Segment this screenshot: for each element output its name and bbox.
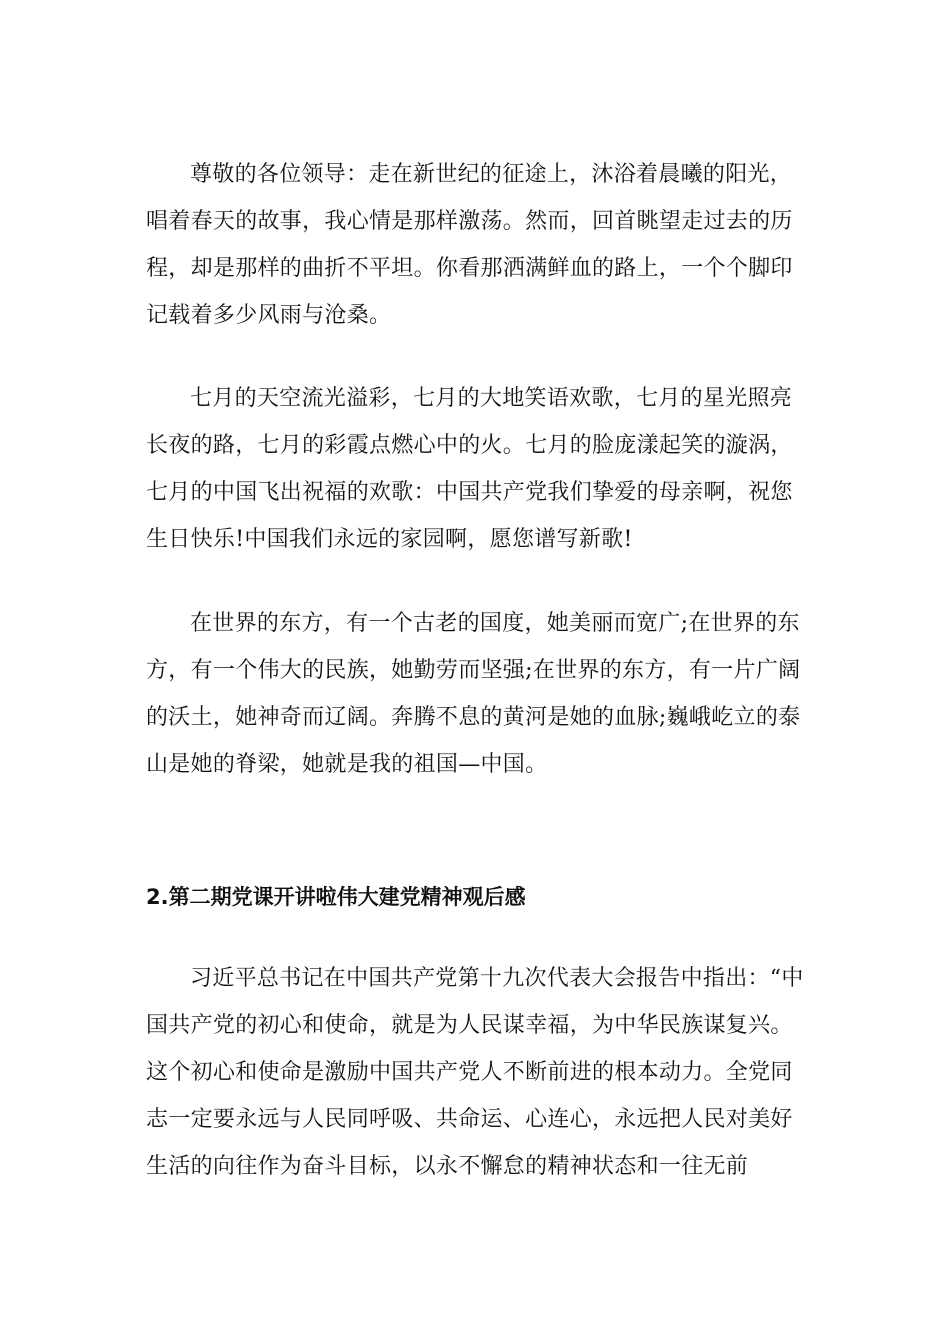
section-heading: 2.第二期党课开讲啦伟大建党精神观后感 [146,885,526,909]
paragraph-july: 七月的天空流光溢彩，七月的大地笑语欢歌，七月的星光照亮长夜的路，七月的彩霞点燃心中的火。七月的脸庞漾起笑的漩涡，七月的中国飞出祝福的欢歌：中国共产党我们挚爱的母亲啊，祝您生日快乐!中国我们永远的家园啊，愿您谱写新歌! [146,386,793,552]
paragraph-greeting: 尊敬的各位领导：走在新世纪的征途上，沐浴着晨曦的阳光，唱着春天的故事，我心情是那样激荡。然而，回首眺望走过去的历程，却是那样的曲折不平坦。你看那洒满鲜血的路上，一个个脚印记载着多少风雨与沧桑。 [146,162,793,328]
paragraph-east: 在世界的东方，有一个古老的国度，她美丽而宽广;在世界的东方，有一个伟大的民族，她勤劳而坚强;在世界的东方，有一片广阔的沃土，她神奇而辽阔。奔腾不息的黄河是她的血脉;巍峨屹立的泰山是她的脊梁，她就是我的祖国—中国。 [146,611,801,777]
paragraph-section-body: 习近平总书记在中国共产党第十九次代表大会报告中指出：“中国共产党的初心和使命，就是为人民谋幸福，为中华民族谋复兴。这个初心和使命是激励中国共产党人不断前进的根本动力。全党同志一定要永远与人民同呼吸、共命运、心连心，永远把人民对美好生活的向往作为奋斗目标，以永不懈怠的精神状态和一往无前 [146,966,804,1179]
